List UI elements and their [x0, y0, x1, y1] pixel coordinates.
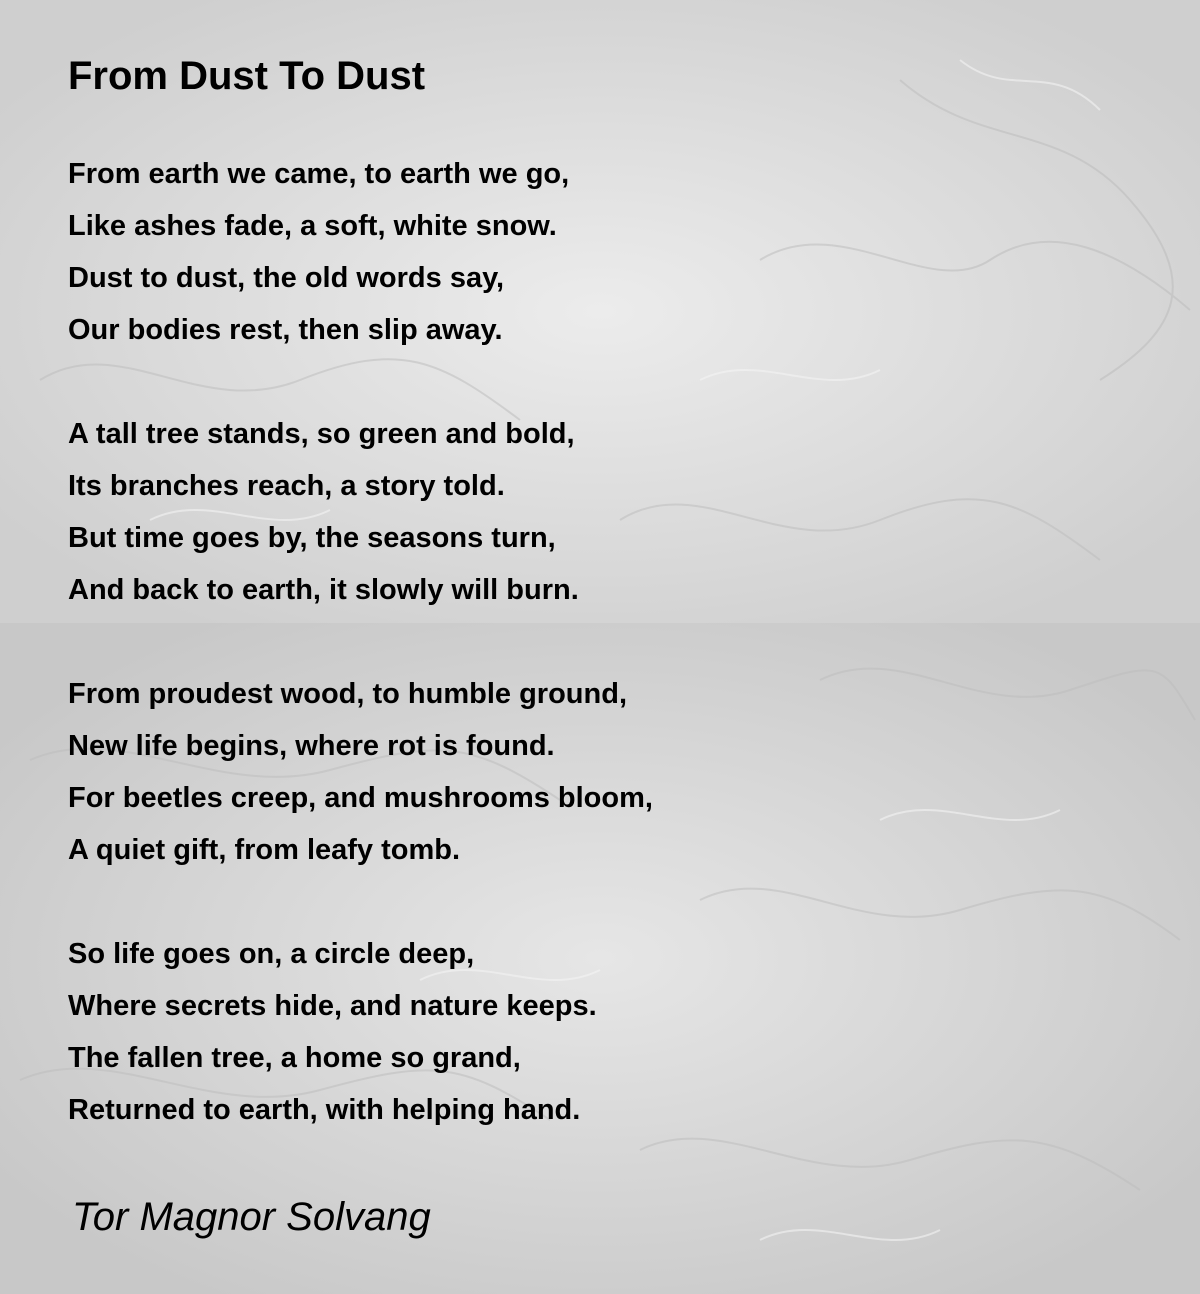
- poem-line: For beetles creep, and mushrooms bloom,: [68, 782, 653, 814]
- poem-line: And back to earth, it slowly will burn.: [68, 574, 579, 606]
- poem-line: But time goes by, the seasons turn,: [68, 522, 556, 554]
- poem-line: The fallen tree, a home so grand,: [68, 1042, 521, 1074]
- poem-line: Returned to earth, with helping hand.: [68, 1094, 581, 1126]
- poem-line: So life goes on, a circle deep,: [68, 938, 475, 970]
- stanza-1: [68, 148, 1068, 356]
- poem-line: Its branches reach, a story told.: [68, 470, 505, 502]
- poem-title: From Dust To Dust: [68, 54, 426, 98]
- poem-line: A quiet gift, from leafy tomb.: [68, 834, 461, 866]
- poem-author: Tor Magnor Solvang: [72, 1195, 431, 1239]
- poem-line: From earth we came, to earth we go,: [68, 158, 570, 190]
- stanza-4: [68, 928, 1068, 1136]
- poem-line: Dust to dust, the old words say,: [68, 262, 505, 294]
- poem-line: Like ashes fade, a soft, white snow.: [68, 210, 557, 242]
- poem-line: From proudest wood, to humble ground,: [68, 678, 628, 710]
- poem-line: Where secrets hide, and nature keeps.: [68, 990, 597, 1022]
- poem-line: New life begins, where rot is found.: [68, 730, 555, 762]
- poem-line: Our bodies rest, then slip away.: [68, 314, 503, 346]
- poem-line: A tall tree stands, so green and bold,: [68, 418, 575, 450]
- stanza-2: [68, 408, 1068, 616]
- stanza-3: [68, 668, 1068, 876]
